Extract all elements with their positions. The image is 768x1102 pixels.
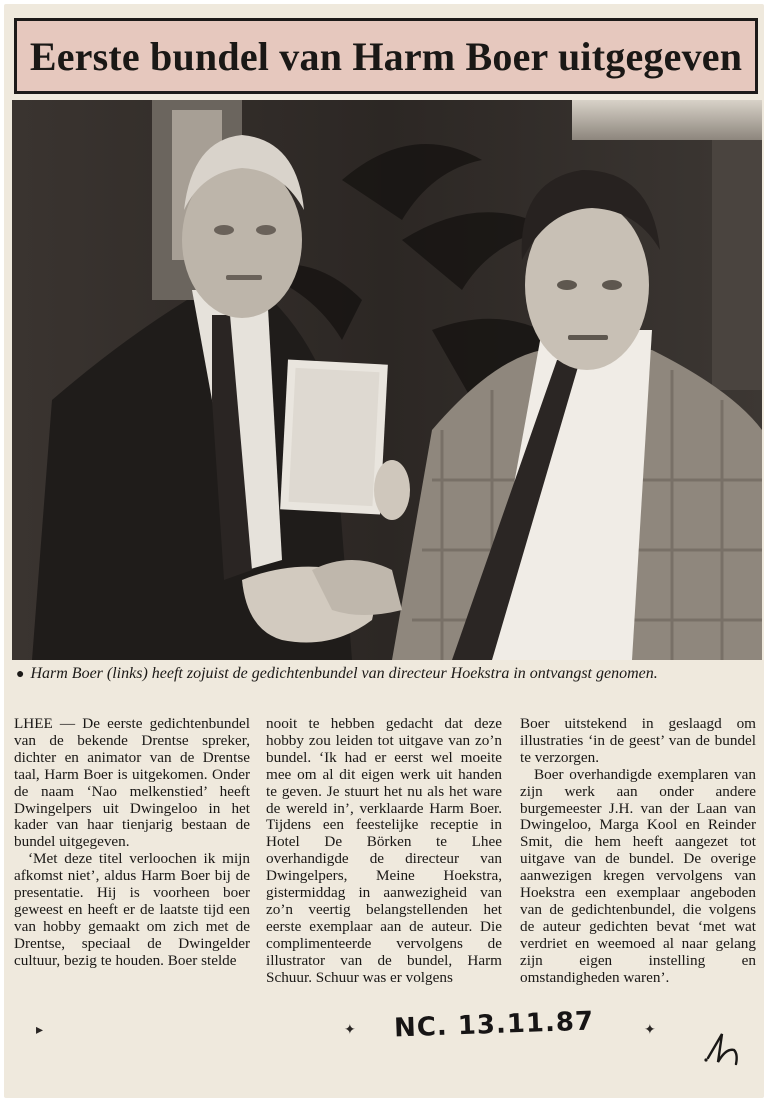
article-column-1	[14, 716, 250, 970]
headline-box	[14, 18, 758, 94]
article-paragraph: Boer uitstekend in geslaagd om illustraties ‘in de geest’ van de bundel te verzorgen.	[520, 715, 756, 766]
bullet-icon: ●	[16, 667, 25, 682]
handwritten-initial-icon	[702, 1028, 748, 1068]
handwritten-date-note: NC. 13.11.87	[393, 1006, 595, 1044]
caption-text: Harm Boer (links) heeft zojuist de gedichtenbundel van directeur Hoekstra in ontvangst genomen.	[30, 665, 658, 682]
headline-title: Eerste bundel van Harm Boer uitgegeven	[29, 33, 743, 79]
article-column-3	[520, 716, 756, 987]
article-column-2	[266, 716, 502, 987]
newspaper-clipping	[4, 4, 764, 1098]
article-paragraph: Boer overhandigde exemplaren van zijn werk aan onder andere burgemeester J.H. van der Laan van Dwingeloo, Marga Kool en Reinder Smit, die hem heeft aangezet tot uitgave van de bundel. De overige aanwezigen kregen vervolgens van Hoekstra een exemplaar angeboden van de gedichtenbundel, die volgens de auteur gedichten bevat ‘met wat verdriet en weemoed al naar gelang zijn eigen instelling en omstandigheden waren’.	[520, 765, 756, 986]
article-paragraph: LHEE — De eerste gedichtenbundel van de bekende Drentse spreker, dichter en animator van de Drentse taal, Harm Boer is uitgekomen. Onder de naam ‘Nao melkenstied’ heeft Dwingelpers uit Dwingeloo in het kader van haar tienjarig bestaan de bundel uitgegeven.	[14, 715, 250, 851]
punch-mark-icon: ✦	[644, 1022, 656, 1038]
photo-caption	[16, 664, 760, 684]
article-paragraph: nooit te hebben gedacht dat deze hobby zou leiden tot uitgave van zo’n bundel. ‘Ik had er eerst wel moeite mee om al dit eigen werk uit handen te geven. Je stuurt het nu als het ware de wereld in’, verklaarde Harm Boer. Tijdens een feestelijke receptie in Hotel De Börken te Lhee overhandigde de directeur van Dwingelpers, Meine Hoekstra, gistermiddag in aanwezigheid van zo’n veertig belangstellenden het eerste exemplaar aan de auteur. Die complimenteerde vervolgens de illustrator van de bundel, Harm Schuur. Schuur was er volgens	[266, 715, 502, 986]
punch-mark-icon: ✦	[344, 1022, 356, 1038]
punch-mark-icon: ▸	[36, 1022, 44, 1038]
photo-two-men-handshake-icon	[12, 100, 762, 660]
article-paragraph: ‘Met deze titel verloochen ik mijn afkomst niet’, aldus Harm Boer bij de presentatie. Hij is voorheen boer geweest en heeft er de laatste tijd een van hobby gemaakt om zich met de Drentse, speciaal de Dwingelder cultuur, bezig te houden. Boer stelde	[14, 850, 250, 969]
news-photo	[12, 100, 762, 660]
